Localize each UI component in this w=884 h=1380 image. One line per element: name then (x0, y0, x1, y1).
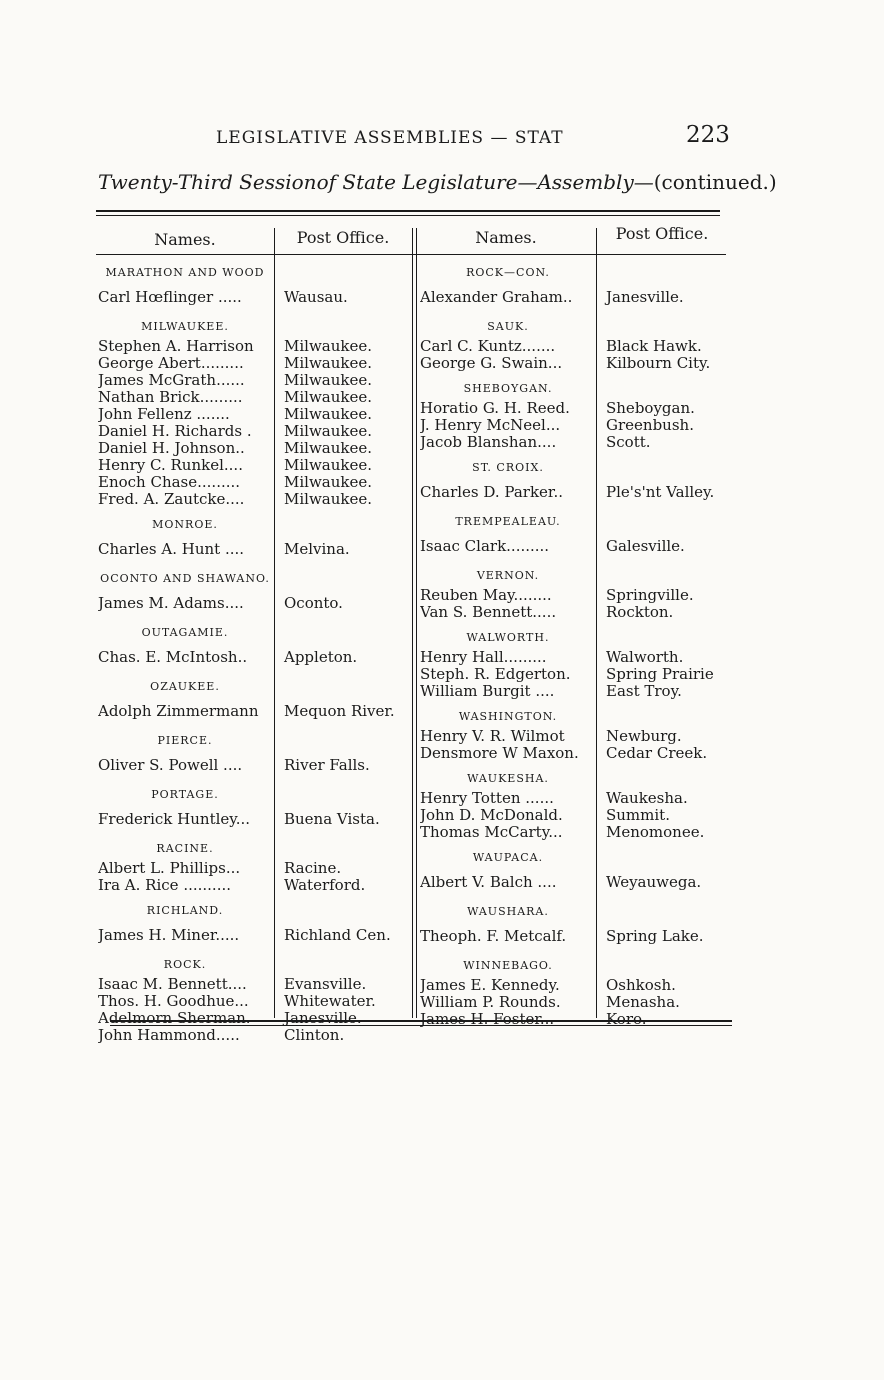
member-name: James McGrath...... (98, 372, 245, 389)
post-office: Black Hawk. (606, 338, 702, 355)
table-row (98, 389, 414, 406)
post-office: Cedar Creek. (606, 745, 708, 762)
post-office: Melvina. (284, 540, 350, 558)
member-name: George Abert......... (98, 355, 244, 372)
table-row (420, 533, 732, 559)
table-row (420, 1011, 732, 1028)
member-name: Daniel H. Richards . (98, 423, 252, 440)
table-row (420, 807, 732, 824)
member-name: Theoph. F. Metcalf. (420, 927, 567, 945)
post-office: Walworth. (606, 649, 684, 666)
table-row (420, 355, 732, 372)
subtitle-continued: (continued.) (653, 170, 777, 194)
column-header-names: Names. (154, 230, 216, 249)
post-office: Mequon River. (284, 702, 395, 720)
post-office: Ple's'nt Valley. (606, 483, 715, 501)
table-row (420, 479, 732, 505)
table-row (420, 869, 732, 895)
member-name: John Fellenz ....... (98, 406, 230, 423)
table-row (98, 1010, 414, 1027)
right-table (420, 262, 732, 1034)
post-office: Kilbourn City. (606, 355, 711, 372)
table-row (420, 994, 732, 1011)
page-number: 223 (686, 122, 730, 148)
running-title: LEGISLATIVE ASSEMBLIES — STAT (216, 128, 564, 148)
member-name: Henry C. Runkel.... (98, 457, 243, 474)
section-heading: WAUKESHA. (467, 772, 549, 785)
member-name: Steph. R. Edgerton. (420, 666, 571, 683)
member-name: Adelmorn Sherman. (98, 1010, 251, 1027)
section-heading: ST. CROIX. (472, 461, 544, 474)
table-row (420, 417, 732, 434)
post-office: Janesville. (606, 288, 684, 306)
table-row (420, 434, 732, 451)
table-row (420, 923, 732, 949)
table-row (420, 977, 732, 994)
member-name: Albert L. Phillips... (98, 860, 241, 877)
member-name: James M. Adams.... (98, 594, 244, 612)
member-name: Frederick Huntley... (98, 810, 251, 828)
table-row (98, 440, 414, 457)
left-table (98, 262, 414, 1050)
table-row (98, 752, 414, 778)
table-row (420, 649, 732, 666)
section-heading: VERNON. (476, 569, 540, 582)
post-office: Milwaukee. (284, 440, 373, 457)
post-office: Janesville. (284, 1010, 362, 1027)
member-name: J. Henry McNeel... (420, 417, 561, 434)
table-row (420, 745, 732, 762)
table-row (98, 976, 414, 993)
table-row (98, 423, 414, 440)
post-office: Milwaukee. (284, 423, 373, 440)
table-row (98, 644, 414, 670)
table-row (420, 604, 732, 621)
table-subtitle (98, 170, 777, 194)
member-name: Henry V. R. Wilmot (420, 728, 565, 745)
member-name: James H. Foster... (420, 1011, 555, 1028)
post-office: Milwaukee. (284, 406, 373, 423)
post-office: Milwaukee. (284, 372, 373, 389)
member-name: Fred. A. Zautcke.... (98, 491, 245, 508)
subtitle-italic: Twenty-Third Sessionof State Legislature—Assembly— (98, 170, 654, 194)
table-row (98, 338, 414, 355)
member-name: Carl C. Kuntz....... (420, 338, 556, 355)
table-row (420, 728, 732, 745)
member-name: John Hammond..... (98, 1027, 240, 1044)
table-row (98, 491, 414, 508)
member-name: Jacob Blanshan.... (420, 434, 557, 451)
member-name: Stephen A. Harrison (98, 338, 254, 355)
section-heading: WAUSHARA. (467, 905, 549, 918)
post-office: Clinton. (284, 1027, 345, 1044)
table-row (98, 1027, 414, 1044)
post-office: Milwaukee. (284, 355, 373, 372)
post-office: East Troy. (606, 683, 682, 700)
post-office: Richland Cen. (284, 926, 391, 944)
post-office: Buena Vista. (284, 810, 380, 828)
member-name: Isaac M. Bennett.... (98, 976, 247, 993)
section-heading: RICHLAND. (146, 904, 224, 917)
post-office: Racine. (284, 860, 342, 877)
column-header-post-office: Post Office. (296, 228, 390, 247)
table-row (98, 993, 414, 1010)
member-name: Thomas McCarty... (420, 824, 563, 841)
post-office: Weyauwega. (606, 873, 702, 891)
table-row (98, 457, 414, 474)
section-heading: SHEBOYGAN. (463, 382, 553, 395)
section-heading: WAUPACA. (472, 851, 544, 864)
member-name: James H. Miner..... (98, 926, 240, 944)
section-heading: PIERCE. (157, 734, 213, 747)
post-office: Spring Lake. (606, 927, 704, 945)
member-name: Thos. H. Goodhue... (98, 993, 249, 1010)
post-office: Oconto. (284, 594, 343, 612)
top-rule (96, 210, 720, 212)
member-name: William Burgit .... (420, 683, 555, 700)
member-name: Horatio G. H. Reed. (420, 400, 570, 417)
top-rule-thin (96, 215, 720, 216)
member-name: Carl Hœflinger ..... (98, 288, 242, 306)
table-row (98, 284, 414, 310)
member-name: Ira A. Rice .......... (98, 877, 231, 894)
post-office: Greenbush. (606, 417, 694, 434)
section-heading: MARATHON AND WOOD (105, 266, 265, 279)
post-office: Milwaukee. (284, 491, 373, 508)
member-name: Adolph Zimmermann (98, 702, 259, 720)
member-name: John D. McDonald. (420, 807, 563, 824)
member-name: Albert V. Balch .... (420, 873, 557, 891)
section-heading: MONROE. (152, 518, 218, 531)
post-office: Koro. (606, 1011, 647, 1028)
member-name: George G. Swain... (420, 355, 563, 372)
table-row (420, 790, 732, 807)
table-row (98, 922, 414, 948)
member-name: Densmore W Maxon. (420, 745, 579, 762)
post-office: Milwaukee. (284, 474, 373, 491)
post-office: Milwaukee. (284, 389, 373, 406)
table-row (98, 355, 414, 372)
post-office: Whitewater. (284, 993, 376, 1010)
section-heading: ROCK. (163, 958, 207, 971)
table-row (98, 406, 414, 423)
member-name: Alexander Graham.. (420, 288, 573, 306)
member-name: William P. Rounds. (420, 994, 561, 1011)
member-name: James E. Kennedy. (420, 977, 560, 994)
post-office: Milwaukee. (284, 457, 373, 474)
section-heading: OCONTO AND SHAWANO. (100, 572, 270, 585)
column-divider (416, 228, 417, 1018)
table-row (420, 338, 732, 355)
section-heading: TREMPEALEAU. (455, 515, 561, 528)
post-office: Menasha. (606, 994, 680, 1011)
member-name: Daniel H. Johnson.. (98, 440, 245, 457)
post-office: Summit. (606, 807, 670, 824)
table-row (98, 860, 414, 877)
section-heading: WALWORTH. (466, 631, 550, 644)
section-heading: WASHINGTON. (458, 710, 558, 723)
column-header-names: Names. (475, 228, 537, 247)
member-name: Charles D. Parker.. (420, 483, 563, 501)
post-office: Galesville. (606, 537, 685, 555)
section-heading: PORTAGE. (151, 788, 219, 801)
table-row (420, 824, 732, 841)
post-office: Waterford. (284, 877, 366, 894)
column-header-post-office: Post Office. (615, 224, 709, 243)
table-row (98, 372, 414, 389)
post-office: Sheboygan. (606, 400, 695, 417)
post-office: Waukesha. (606, 790, 688, 807)
table-row (420, 400, 732, 417)
post-office: Rockton. (606, 604, 674, 621)
member-name: Chas. E. McIntosh.. (98, 648, 248, 666)
post-office: Milwaukee. (284, 338, 373, 355)
post-office: Spring Prairie (606, 666, 714, 683)
member-name: Enoch Chase......... (98, 474, 241, 491)
section-heading: OZAUKEE. (150, 680, 220, 693)
table-row (98, 536, 414, 562)
post-office: Appleton. (284, 648, 358, 666)
header-rule (96, 254, 726, 255)
table-row (98, 877, 414, 894)
member-name: Henry Totten ...... (420, 790, 554, 807)
table-row (98, 806, 414, 832)
section-heading: RACINE. (156, 842, 214, 855)
table-row (420, 683, 732, 700)
member-name: Oliver S. Powell .... (98, 756, 243, 774)
section-heading: OUTAGAMIE. (141, 626, 229, 639)
table-row (98, 474, 414, 491)
section-heading: SAUK. (487, 320, 529, 333)
table-row (420, 666, 732, 683)
post-office: Scott. (606, 434, 651, 451)
member-name: Charles A. Hunt .... (98, 540, 245, 558)
post-office: Newburg. (606, 728, 682, 745)
table-row (98, 590, 414, 616)
section-heading: ROCK—CON. (466, 266, 550, 279)
post-office: Menomonee. (606, 824, 705, 841)
section-heading: MILWAUKEE. (141, 320, 229, 333)
post-office: Wausau. (284, 288, 348, 306)
member-name: Isaac Clark......... (420, 537, 550, 555)
post-office: Evansville. (284, 976, 367, 993)
post-office: River Falls. (284, 756, 370, 774)
post-office: Oshkosh. (606, 977, 676, 994)
table-row (98, 698, 414, 724)
table-row (420, 284, 732, 310)
member-name: Reuben May........ (420, 587, 552, 604)
member-name: Henry Hall......... (420, 649, 547, 666)
member-name: Nathan Brick......... (98, 389, 243, 406)
section-heading: WINNEBAGO. (463, 959, 553, 972)
table-row (420, 587, 732, 604)
post-office: Springville. (606, 587, 694, 604)
member-name: Van S. Bennett..... (420, 604, 557, 621)
